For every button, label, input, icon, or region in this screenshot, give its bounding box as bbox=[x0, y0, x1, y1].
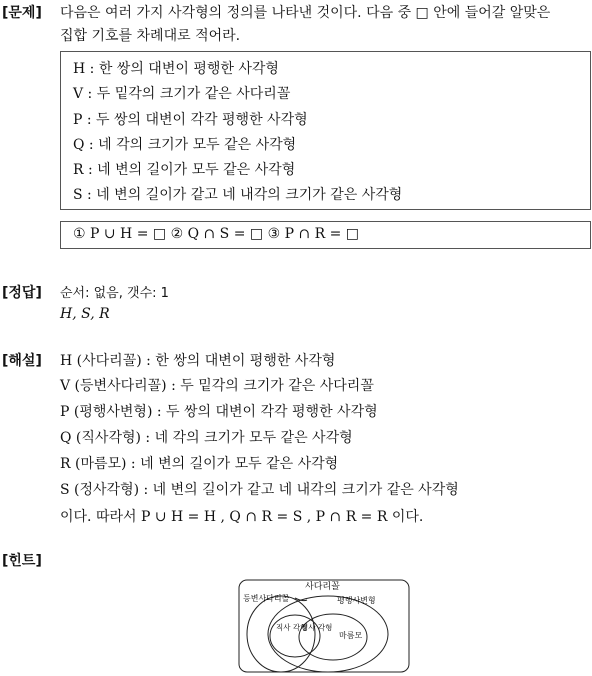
problem-text-line2: 집합 기호를 차례대로 적어라. bbox=[60, 28, 241, 44]
explanation-line: H (사다리꼴) : 한 쌍의 대변이 평행한 사각형 bbox=[60, 353, 336, 369]
quadrilateral-venn-diagram bbox=[233, 574, 413, 674]
rectangle-set bbox=[270, 615, 320, 657]
square-label: 정사 각형 bbox=[301, 623, 333, 632]
definition-p: P : 두 쌍의 대변이 각각 평행한 사각형 bbox=[73, 112, 308, 128]
definition-h: H : 한 쌍의 대변이 평행한 사각형 bbox=[73, 61, 279, 77]
problem-label: [문제] bbox=[2, 5, 42, 21]
rhombus-label: 마름모 bbox=[339, 631, 363, 640]
answer-value: H, S, R bbox=[60, 306, 110, 322]
explanation-line: R (마름모) : 네 변의 길이가 모두 같은 사각형 bbox=[60, 456, 339, 472]
definition-r: R : 네 변의 길이가 모두 같은 사각형 bbox=[73, 162, 296, 178]
definition-s: S : 네 변의 길이가 같고 네 내각의 크기가 같은 사각형 bbox=[73, 187, 403, 203]
problem-text-line1: 다음은 여러 가지 사각형의 정의를 나타낸 것이다. 다음 중 □ 안에 들어갈 알맞은 bbox=[60, 5, 551, 21]
explanation-line: Q (직사각형) : 네 각의 크기가 모두 같은 사각형 bbox=[60, 430, 353, 446]
parallelogram-set bbox=[268, 596, 388, 672]
definition-q: Q : 네 각의 크기가 모두 같은 사각형 bbox=[73, 137, 297, 153]
definitions-box bbox=[60, 51, 591, 210]
definition-v: V : 두 밑각의 크기가 같은 사다리꼴 bbox=[73, 86, 291, 102]
trapezoid-label: 사다리꼴 bbox=[305, 582, 340, 592]
explanation-line: S (정사각형) : 네 변의 길이가 같고 네 내각의 크기가 같은 사각형 bbox=[60, 482, 459, 498]
hint-label: [힌트] bbox=[2, 553, 42, 569]
explanation-line: V (등변사다리꼴) : 두 밑각의 크기가 같은 사다리꼴 bbox=[60, 378, 374, 394]
answer-meta: 순서: 없음, 갯수: 1 bbox=[60, 286, 169, 301]
explanation-label: [해설] bbox=[2, 353, 42, 369]
question-box bbox=[60, 221, 591, 249]
parallelogram-label: 평행사변형 bbox=[337, 596, 376, 605]
isosceles-trapezoid-label: 등변사다리꼴 bbox=[243, 594, 290, 603]
question-text: ① P ∪ H = □ ② Q ∩ S = □ ③ P ∩ R = □ bbox=[73, 226, 360, 242]
answer-label: [정답] bbox=[2, 285, 42, 301]
rectangle-label: 직사 각형 bbox=[276, 623, 308, 632]
isosceles-trapezoid-set bbox=[247, 596, 315, 672]
explanation-line: P (평행사변형) : 두 쌍의 대변이 각각 평행한 사각형 bbox=[60, 404, 378, 420]
explanation-conclusion: 이다. 따라서 P ∪ H = H , Q ∩ R = S , P ∩ R = R 이다. bbox=[60, 509, 424, 525]
